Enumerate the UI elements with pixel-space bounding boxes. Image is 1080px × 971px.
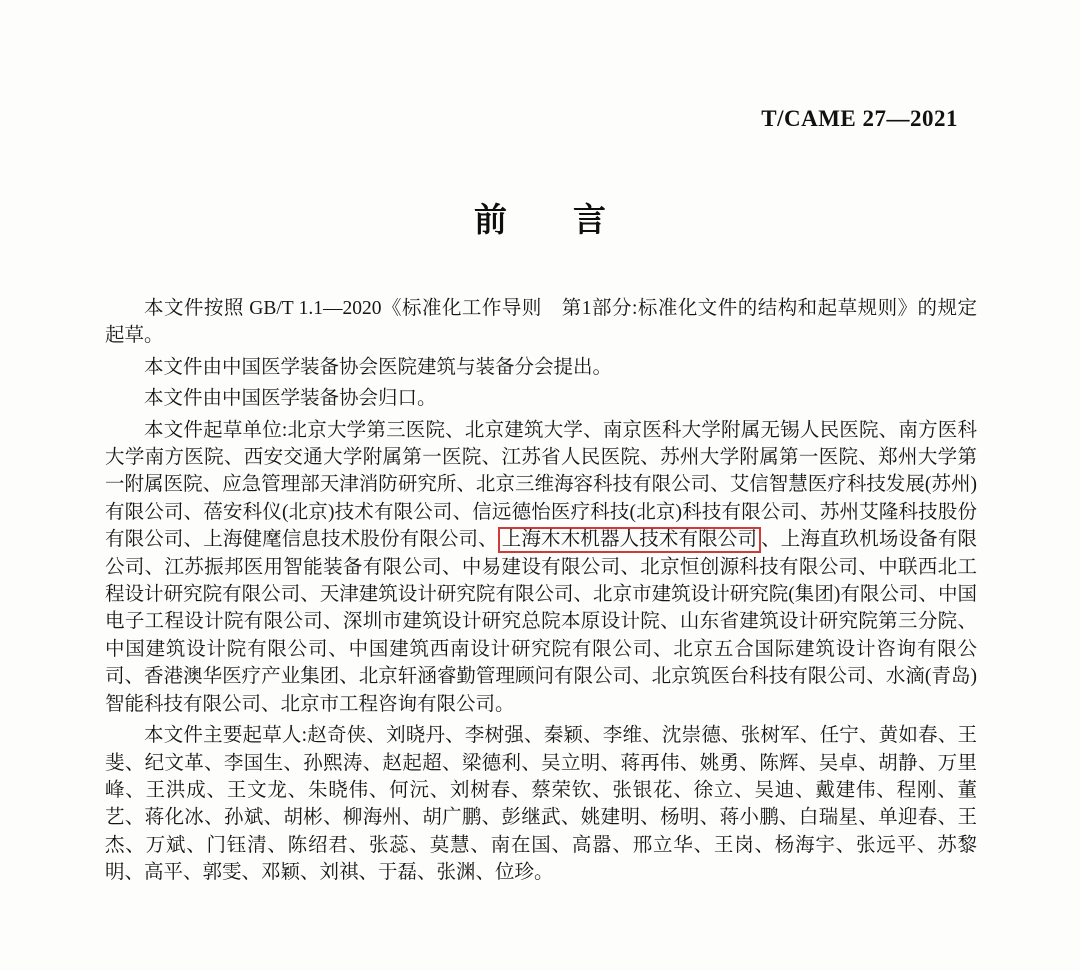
para-drafting-organizations <box>105 417 977 718</box>
para-main-drafters: 本文件主要起草人:赵奇侠、刘晓丹、李树强、秦颖、李维、沈崇德、张树军、任宁、黄如春、王斐、纪文革、李国生、孙熙涛、赵起超、梁德利、吴立明、蒋再伟、姚勇、陈辉、吴卓、胡静、万里峰、王洪成、王文龙、朱晓伟、何沅、刘树春、蔡荣钦、张银花、徐立、吴迪、戴建伟、程刚、董艺、蒋化冰、孙斌、胡彬、柳海州、胡广鹏、彭继武、姚建明、杨明、蒋小鹏、白瑞星、单迎春、王杰、万斌、门钰清、陈绍君、张蕊、莫慧、南在国、高嚣、邢立华、王岗、杨海宇、张远平、苏黎明、高平、郭雯、邓颖、刘祺、于磊、张渊、位珍。 <box>105 725 977 884</box>
standard-doc-number: T/CAME 27—2021 <box>761 106 958 131</box>
foreword-body <box>105 295 977 891</box>
para-drafting-basis: 本文件按照 GB/T 1.1—2020《标准化工作导则 第1部分:标准化文件的结构和起草规则》的规定起草。 <box>105 298 977 347</box>
para-proposed-by: 本文件由中国医学装备协会医院建筑与装备分会提出。 <box>144 356 613 378</box>
para-centralized-by: 本文件由中国医学装备协会归口。 <box>144 388 437 410</box>
drafting-orgs-text-after: 、上海直玖机场设备有限公司、江苏振邦医用智能装备有限公司、中易建设有限公司、北京恒创源科技有限公司、中联西北工程设计研究院有限公司、天津建筑设计研究院有限公司、北京市建筑设计研究院(集团)有限公司、中国电子工程设计院有限公司、深圳市建筑设计研究总院本原设计院、山东省建筑设计研究院第三分院、中国建筑设计院有限公司、中国建筑西南设计研究院有限公司、北京五合国际建筑设计咨询有限公司、香港澳华医疗产业集团、北京轩涵睿勤管理顾问有限公司、北京筑医台科技有限公司、水滴(青岛)智能科技有限公司、北京市工程咨询有限公司。 <box>105 529 977 715</box>
drafting-orgs-text-before: 本文件起草单位:北京大学第三医院、北京建筑大学、南京医科大学附属无锡人民医院、南方医科大学南方医院、西安交通大学附属第一医院、江苏省人民医院、苏州大学附属第一医院、郑州大学第一附属医院、应急管理部天津消防研究所、北京三维海容科技有限公司、艾信智慧医疗科技发展(苏州)有限公司、蓓安科仪(北京)技术有限公司、信远德怡医疗科技(北京)科技有限公司、苏州艾隆科技股份有限公司、上海健麾信息技术股份有限公司、 <box>105 419 977 551</box>
highlight-box-shanghai-mumu-robot: 上海木木机器人技术有限公司 <box>498 527 761 553</box>
page-title-foreword: 前 言 <box>474 201 606 238</box>
